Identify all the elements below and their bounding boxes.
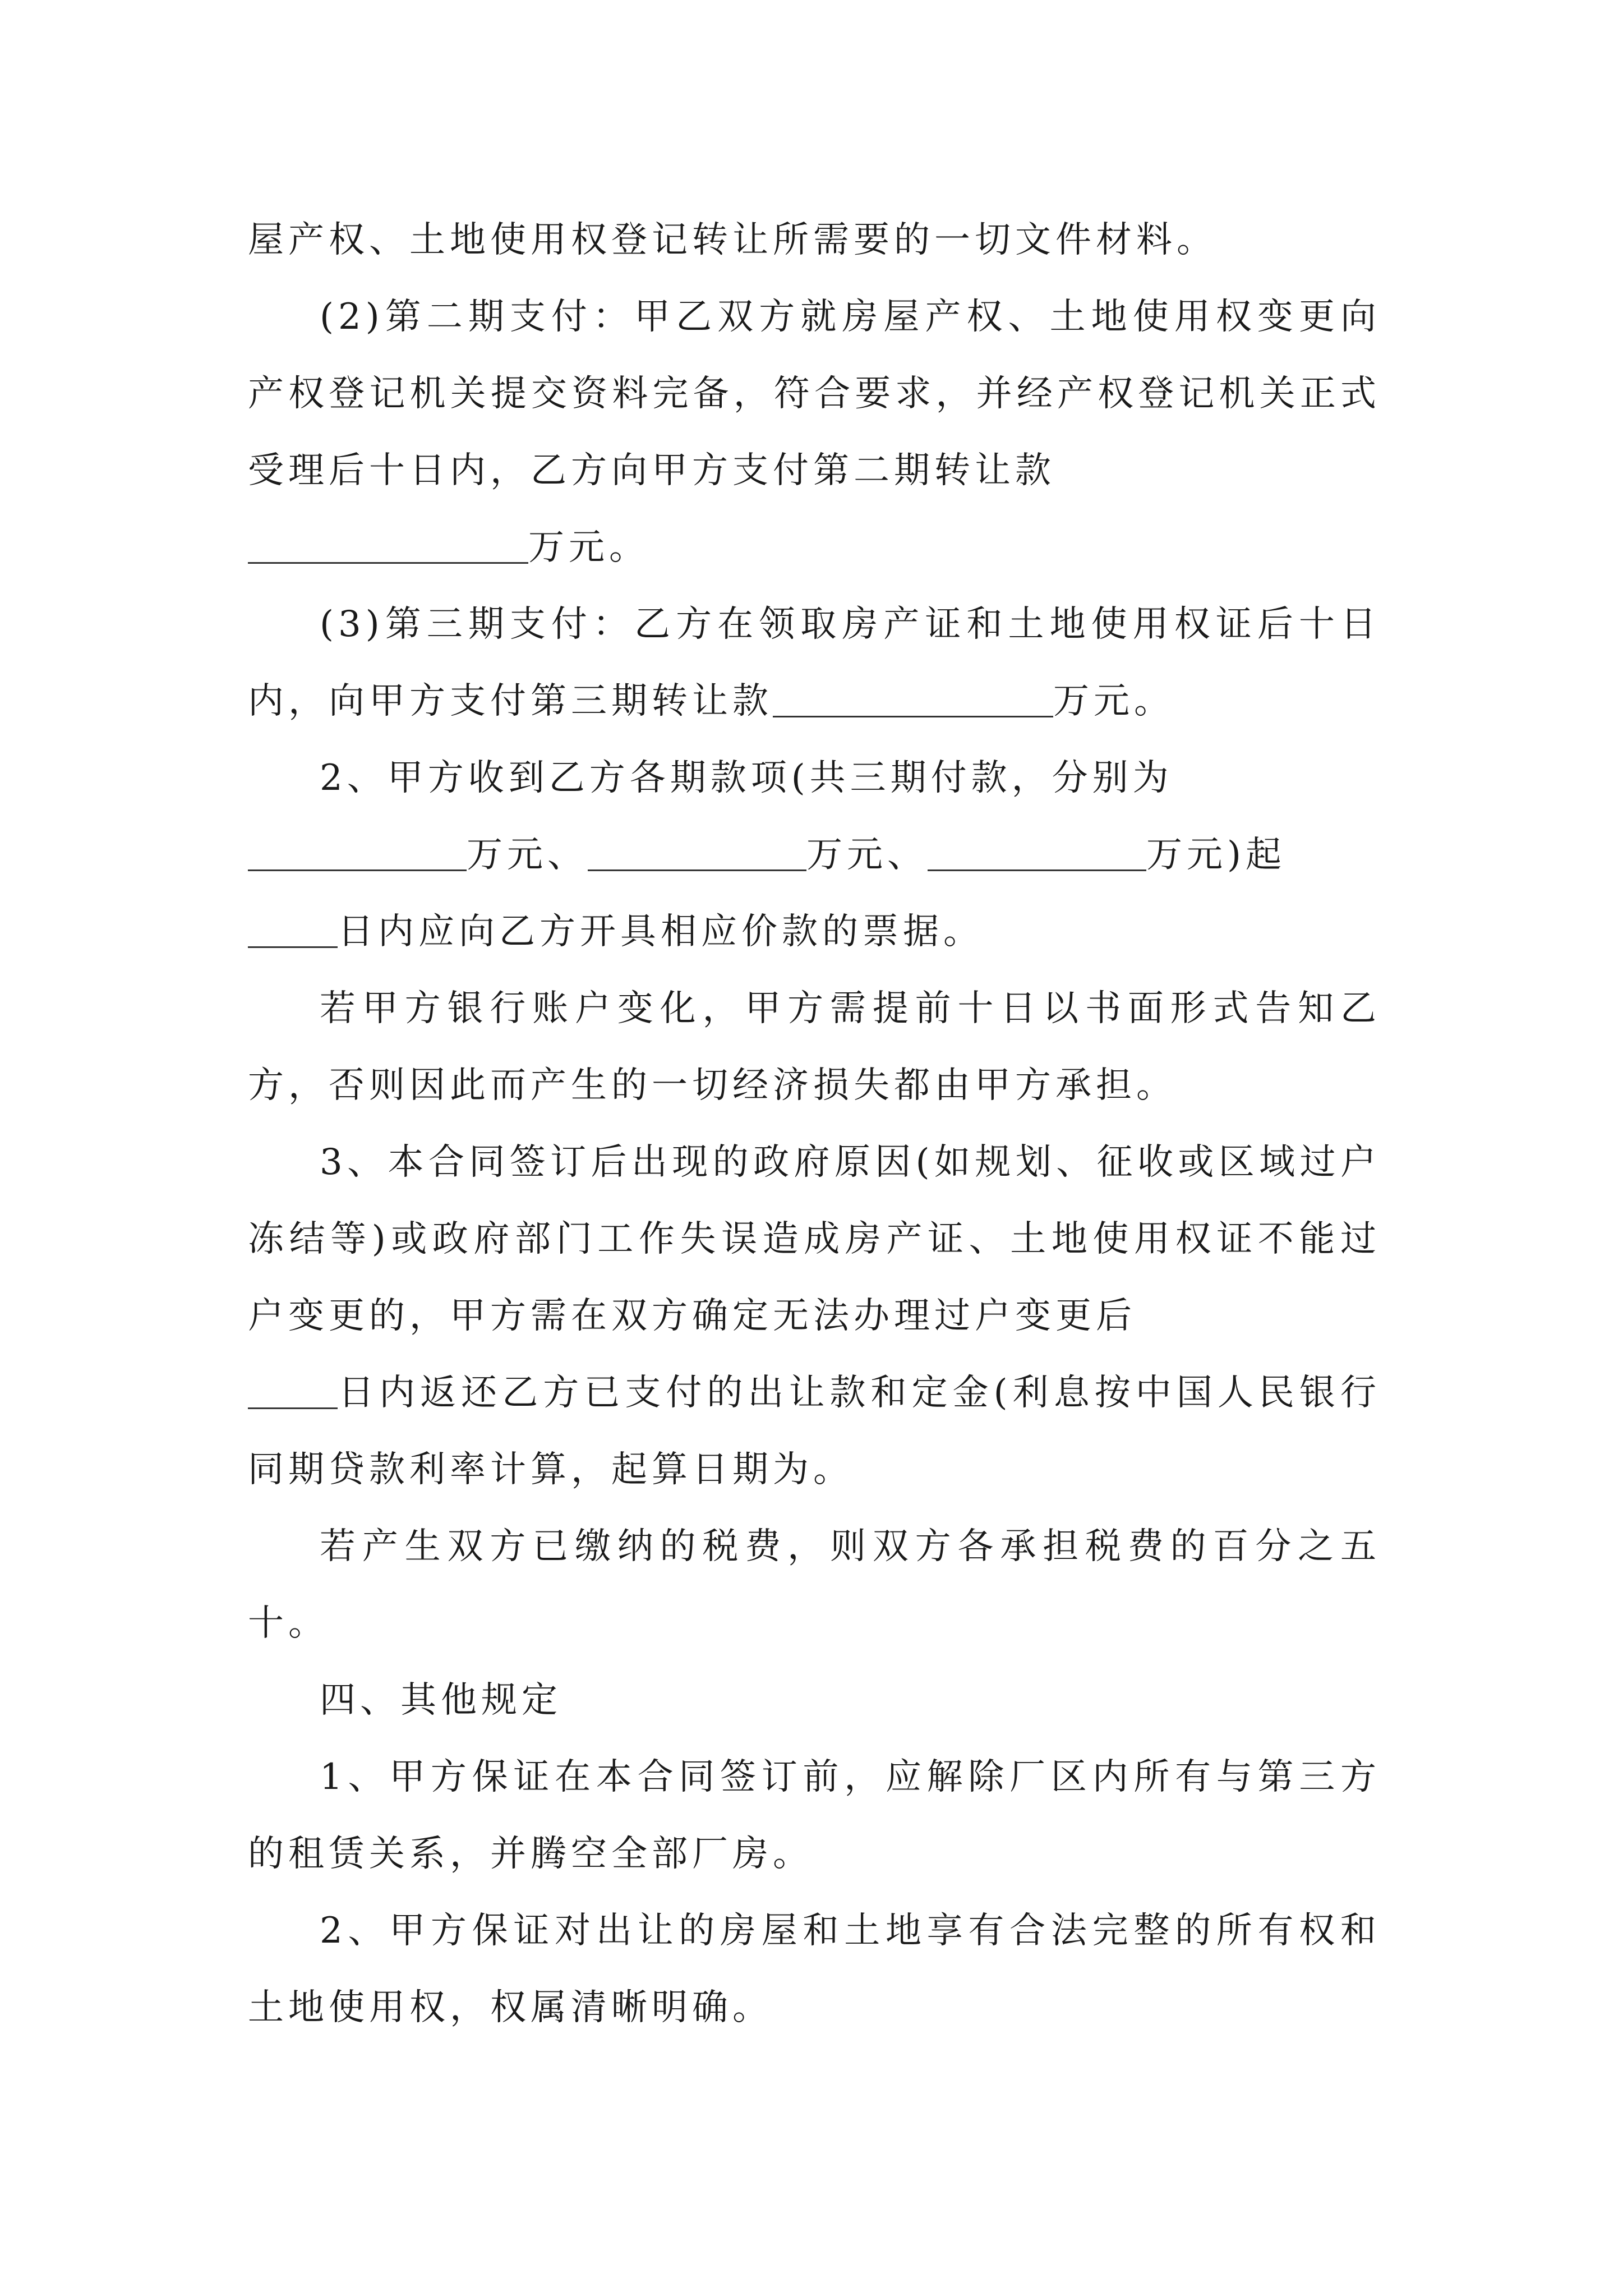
paragraph [248, 1124, 1381, 1508]
paragraph-text: 若产生双方已缴纳的税费，则双方各承担税费的百分之五十。 [248, 1526, 1381, 1644]
paragraph [248, 586, 1381, 740]
paragraph-text: 万元。 [528, 527, 649, 568]
paragraph [248, 279, 1381, 586]
paragraph-text: 日内应向乙方开具相应价款的票据。 [338, 911, 984, 953]
paragraph-text: (2)第二期支付：甲乙双方就房屋产权、土地使用权变更向产权登记机关提交资料完备，符合要求，并经产权登记机关正式受理后十日内，乙方向甲方支付第二期转让款 [248, 296, 1381, 491]
fill-in-blank [928, 834, 1146, 871]
paragraph-text: 2、甲方保证对出让的房屋和土地享有合法完整的所有权和土地使用权，权属清晰明确。 [248, 1910, 1381, 2028]
fill-in-blank [248, 834, 467, 871]
paragraph-text: 日内返还乙方已支付的出让款和定金(利息按中国人民银行同期贷款利率计算，起算日期为。 [248, 1372, 1381, 1490]
paragraph [248, 1893, 1381, 2046]
paragraph-text: 万元。 [1053, 680, 1174, 722]
fill-in-blank [248, 526, 528, 564]
paragraph-text: 万元)起 [1146, 834, 1286, 876]
paragraph [248, 970, 1381, 1124]
paragraph-text: 3、本合同签订后出现的政府原因(如规划、征收或区域过户冻结等)或政府部门工作失误造成房产证、土地使用权证不能过户变更的，甲方需在双方确定无法办理过户变更后 [248, 1142, 1381, 1337]
paragraph-text: 屋产权、土地使用权登记转让所需要的一切文件材料。 [248, 219, 1217, 261]
fill-in-blank [248, 1372, 338, 1409]
paragraph-text: (3)第三期支付：乙方在领取房产证和土地使用权证后十日内，向甲方支付第三期转让款 [248, 604, 1381, 722]
paragraph-text: 万元、 [467, 834, 588, 876]
fill-in-blank [248, 910, 338, 948]
paragraph-text: 2、甲方收到乙方各期款项(共三期付款，分别为 [320, 757, 1173, 799]
section-heading [248, 1662, 1381, 1739]
paragraph [248, 202, 1381, 279]
fill-in-blank [773, 680, 1053, 717]
paragraph [248, 740, 1381, 970]
paragraph [248, 1739, 1381, 1893]
paragraph-text: 万元、 [806, 834, 928, 876]
fill-in-blank [588, 834, 806, 871]
document-body [248, 202, 1381, 2046]
heading-text: 四、其他规定 [320, 1680, 562, 1721]
paragraph-text: 若甲方银行账户变化，甲方需提前十日以书面形式告知乙方，否则因此而产生的一切经济损失都由甲方承担。 [248, 988, 1381, 1106]
paragraph [248, 1508, 1381, 1662]
paragraph-text: 1、甲方保证在本合同签订前，应解除厂区内所有与第三方的租赁关系，并腾空全部厂房。 [248, 1756, 1381, 1875]
